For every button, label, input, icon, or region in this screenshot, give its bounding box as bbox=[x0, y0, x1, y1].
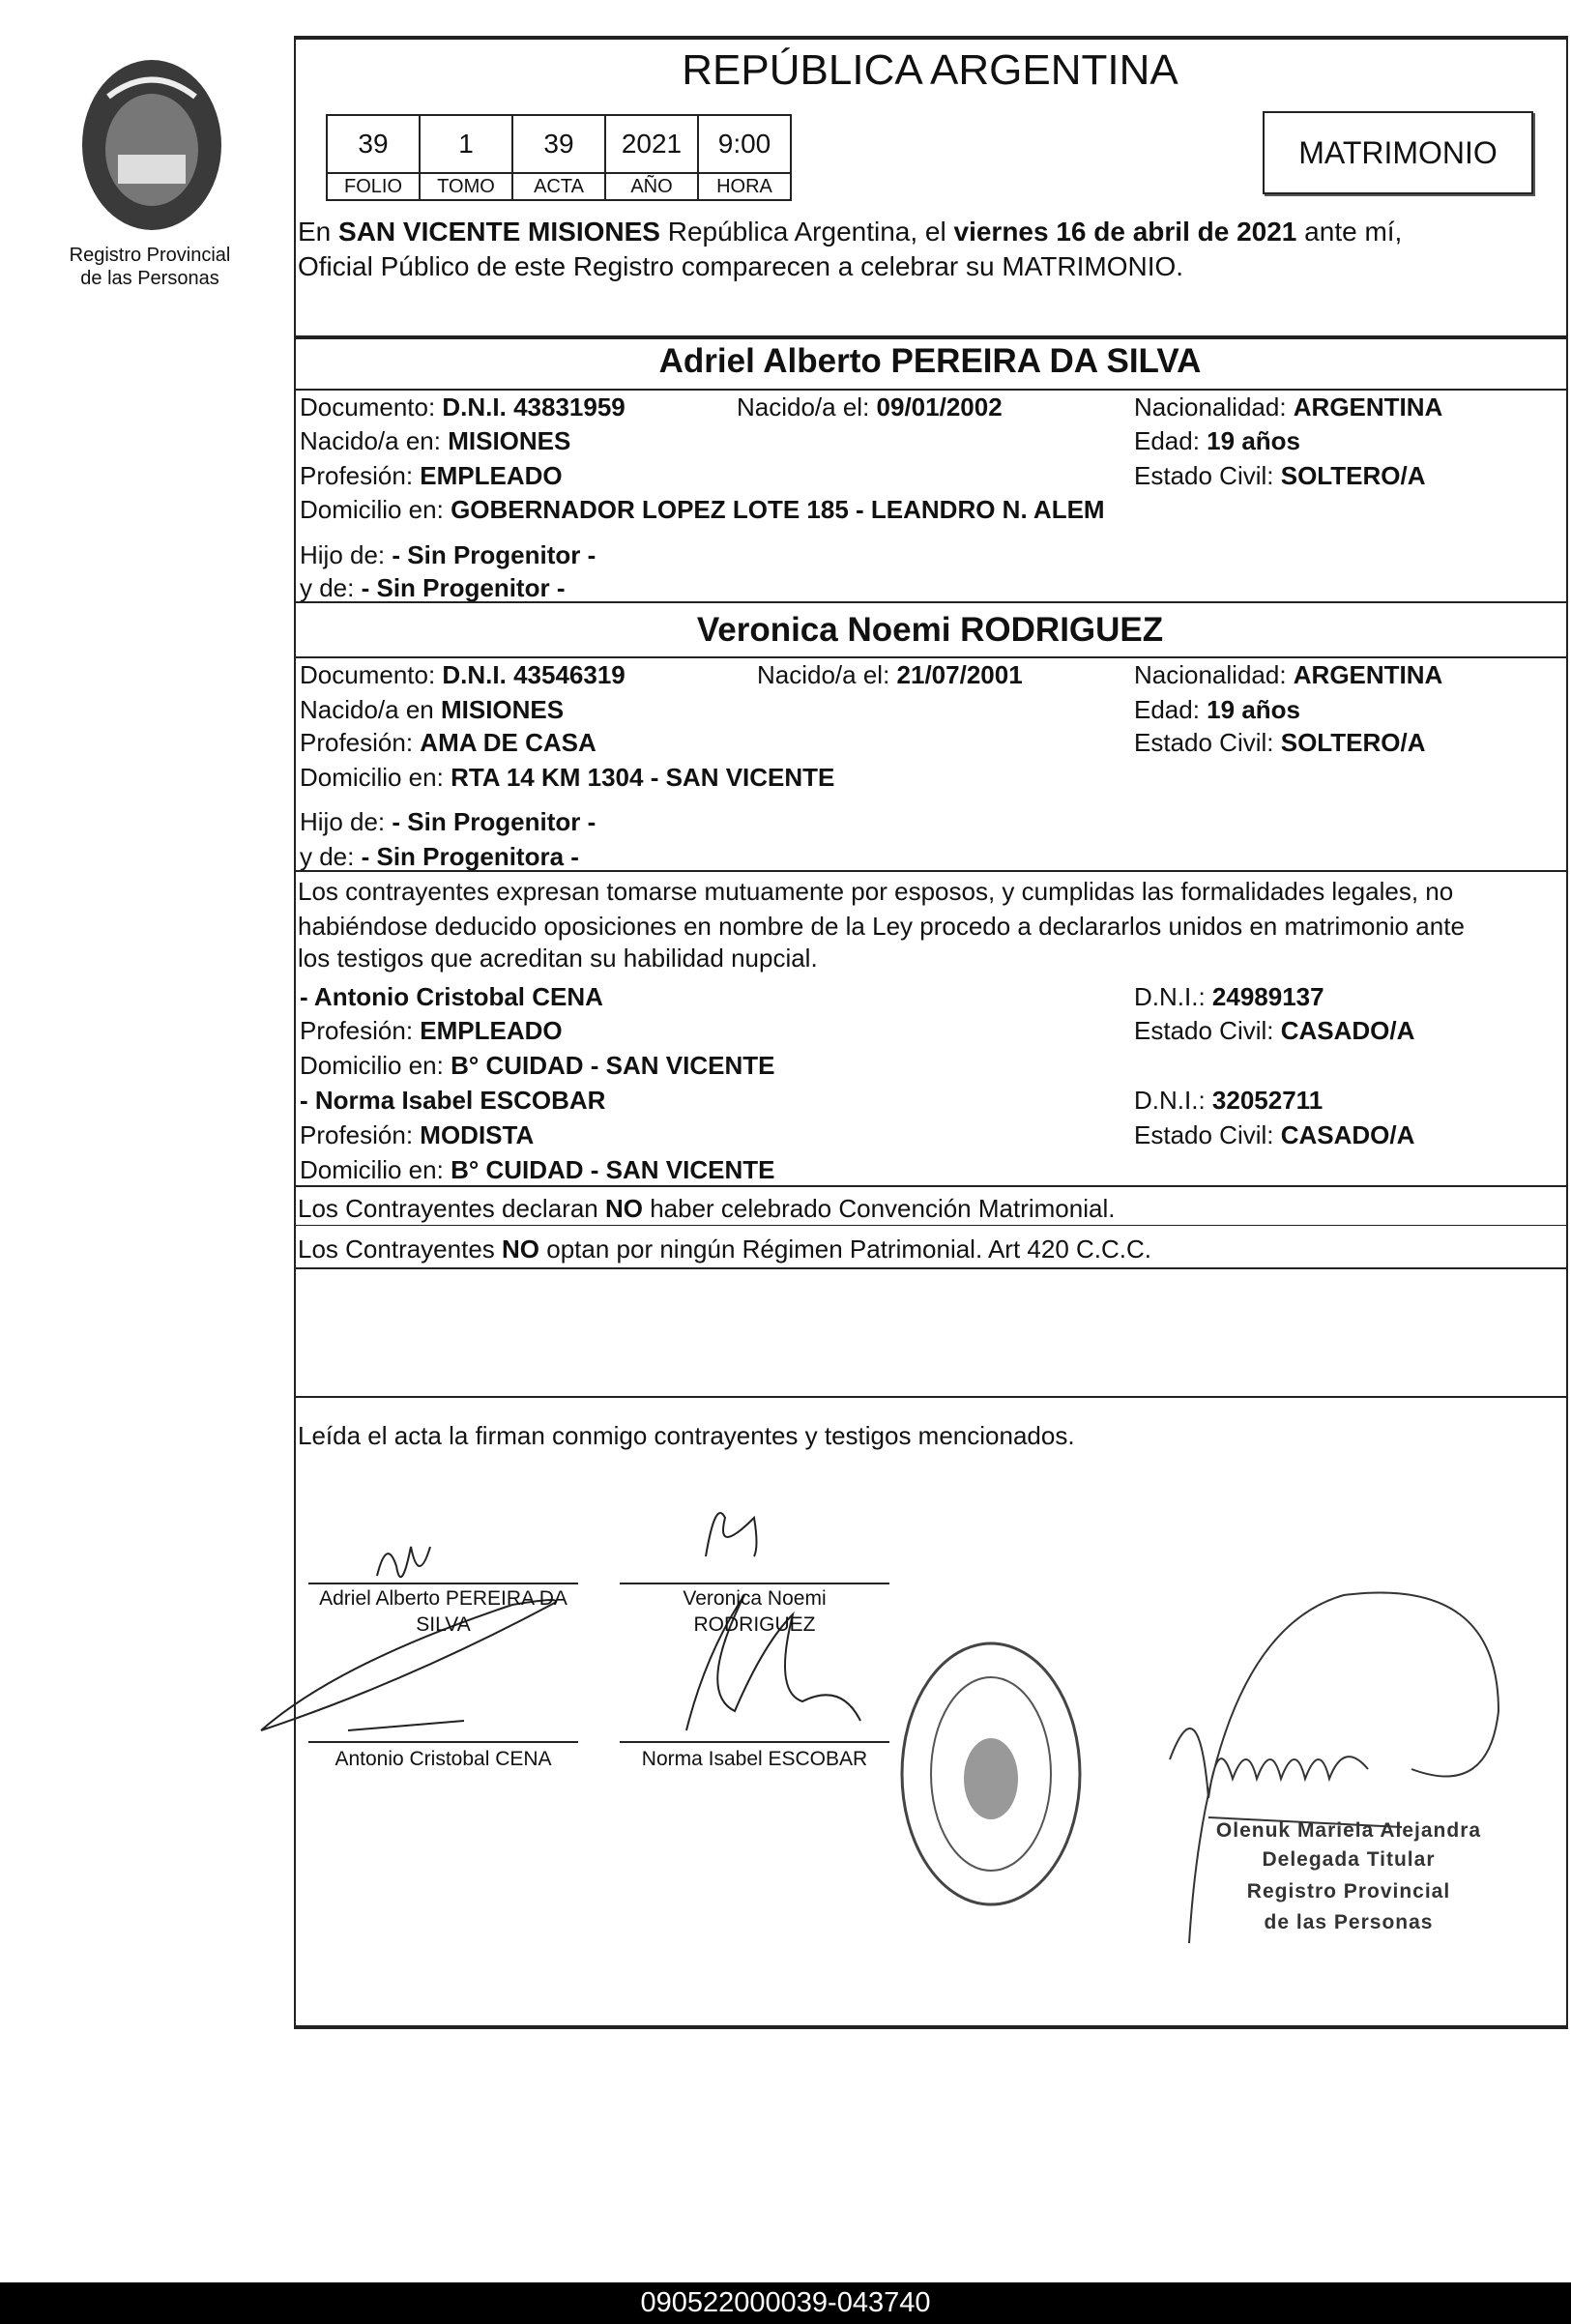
label: Estado Civil: bbox=[1134, 1120, 1281, 1149]
witness-1-civil-status bbox=[1134, 1016, 1414, 1046]
text: Los Contrayentes declaran bbox=[298, 1194, 605, 1223]
witness-1-address bbox=[300, 1051, 774, 1081]
official-title: Delegada Titular bbox=[1262, 1848, 1436, 1871]
label: Estado Civil: bbox=[1134, 1016, 1281, 1045]
closing-statement: Leída el acta la firman conmigo contrayentes y testigos mencionados. bbox=[298, 1421, 1075, 1450]
witness-2-address bbox=[300, 1155, 774, 1185]
signature-line bbox=[308, 1583, 578, 1584]
witness-2-civil-status bbox=[1134, 1120, 1414, 1150]
text: Veronica Noemi bbox=[683, 1587, 827, 1610]
place: SAN VICENTE MISIONES bbox=[338, 217, 660, 247]
spouse-2-birthdate bbox=[757, 660, 1023, 690]
text: RODRIGUEZ bbox=[693, 1613, 816, 1636]
label: Profesión: bbox=[300, 728, 421, 757]
label: Domicilio en: bbox=[300, 1051, 451, 1080]
spouse-1-nationality bbox=[1134, 392, 1442, 422]
label: Profesión: bbox=[300, 461, 421, 490]
value: EMPLEADO bbox=[420, 461, 563, 490]
spouse-1-name: Adriel Alberto PEREIRA DA SILVA bbox=[658, 342, 1202, 380]
value: RTA 14 KM 1304 - SAN VICENTE bbox=[451, 763, 835, 792]
label: Documento: bbox=[300, 392, 443, 421]
value: SOLTERO/A bbox=[1280, 728, 1426, 757]
registry-reference-table bbox=[326, 114, 792, 201]
label: Profesión: bbox=[300, 1016, 421, 1045]
value: B° CUIDAD - SAN VICENTE bbox=[451, 1155, 775, 1184]
official-name: Olenuk Mariela Alejandra bbox=[1215, 1819, 1482, 1842]
value: 09/01/2002 bbox=[876, 392, 1003, 421]
spouse-2-nationality bbox=[1134, 660, 1442, 690]
official-office: Registro Provincial bbox=[1246, 1880, 1451, 1903]
value: 21/07/2001 bbox=[896, 660, 1023, 689]
spouse-2-address bbox=[300, 763, 834, 793]
label: Hijo de: bbox=[300, 540, 393, 569]
divider bbox=[294, 1396, 1566, 1398]
signature-line bbox=[620, 1741, 889, 1743]
spouse-1-age bbox=[1134, 426, 1300, 456]
witness-1-dni bbox=[1134, 982, 1324, 1012]
spouse-1-profession bbox=[300, 461, 563, 491]
declaration-line: habiéndose deducido oposiciones en nombre de la Ley procedo a declararlos unidos en matrimonio ante bbox=[298, 912, 1465, 941]
text: NO bbox=[502, 1235, 540, 1264]
intro-line-1 bbox=[298, 217, 1402, 247]
label: Nacido/a en: bbox=[300, 426, 449, 455]
label: Edad: bbox=[1134, 695, 1207, 724]
spouse-2-profession bbox=[300, 728, 596, 758]
witness-1-name bbox=[300, 982, 603, 1012]
value: B° CUIDAD - SAN VICENTE bbox=[451, 1051, 775, 1080]
witness-2-name bbox=[300, 1086, 605, 1116]
label: D.N.I.: bbox=[1134, 1086, 1212, 1115]
witness-2-dni bbox=[1134, 1086, 1323, 1116]
hour-label: HORA bbox=[698, 173, 791, 200]
intro-line-2: Oficial Público de este Registro comparecen a celebrar su MATRIMONIO. bbox=[298, 251, 1184, 281]
signature-label-spouse-1 bbox=[299, 1585, 588, 1638]
spouse-1-document bbox=[300, 392, 625, 422]
divider bbox=[294, 656, 1566, 658]
regime-statement bbox=[298, 1235, 1151, 1264]
spouse-2-name: Veronica Noemi RODRIGUEZ bbox=[696, 611, 1164, 649]
spouse-2-father bbox=[300, 807, 596, 837]
spouse-1-address bbox=[300, 495, 1105, 525]
value: - Antonio Cristobal CENA bbox=[300, 982, 603, 1011]
divider bbox=[294, 1185, 1566, 1187]
signature-label-witness-1: Antonio Cristobal CENA bbox=[335, 1748, 552, 1770]
text: República Argentina, el bbox=[659, 217, 954, 247]
label: Nacido/a el: bbox=[737, 392, 877, 421]
label: Documento: bbox=[300, 660, 443, 689]
divider bbox=[294, 870, 1566, 872]
label: Domicilio en: bbox=[300, 495, 451, 524]
folio-value: 39 bbox=[327, 115, 420, 173]
label: y de: bbox=[300, 842, 362, 871]
acta-value: 39 bbox=[512, 115, 605, 173]
value: - Sin Progenitor - bbox=[392, 540, 596, 569]
value: - Sin Progenitora - bbox=[361, 842, 579, 871]
province-logo bbox=[70, 58, 234, 251]
divider bbox=[294, 389, 1566, 391]
document-type-box: MATRIMONIO bbox=[1263, 111, 1533, 194]
signature-label-witness-2: Norma Isabel ESCOBAR bbox=[641, 1748, 868, 1770]
value: - Norma Isabel ESCOBAR bbox=[300, 1086, 606, 1115]
text: Adriel Alberto PEREIRA DA bbox=[319, 1587, 567, 1610]
text: ante mí, bbox=[1296, 217, 1403, 247]
text: optan por ningún Régimen Patrimonial. Art 420 C.C.C. bbox=[539, 1235, 1152, 1264]
tomo-value: 1 bbox=[420, 115, 512, 173]
divider bbox=[294, 1225, 1566, 1226]
year-value: 2021 bbox=[605, 115, 698, 173]
label: Hijo de: bbox=[300, 807, 393, 836]
value: 24989137 bbox=[1211, 982, 1324, 1011]
label: Domicilio en: bbox=[300, 763, 451, 792]
signature-label-spouse-2 bbox=[610, 1585, 899, 1638]
label: Nacido/a el: bbox=[757, 660, 897, 689]
divider bbox=[294, 1267, 1566, 1269]
value: EMPLEADO bbox=[420, 1016, 563, 1045]
divider bbox=[294, 601, 1566, 603]
value: - Sin Progenitor - bbox=[392, 807, 596, 836]
value: CASADO/A bbox=[1280, 1120, 1415, 1149]
folio-label: FOLIO bbox=[327, 173, 420, 200]
spouse-1-civil-status bbox=[1134, 461, 1425, 491]
signature-line bbox=[308, 1741, 578, 1743]
witness-2-profession bbox=[300, 1120, 534, 1150]
spouse-2-birthplace bbox=[300, 695, 564, 725]
value: 32052711 bbox=[1211, 1086, 1324, 1115]
logo-caption-line: de las Personas bbox=[80, 268, 219, 289]
divider bbox=[294, 335, 1566, 339]
value: D.N.I. 43546319 bbox=[442, 660, 625, 689]
label: Nacionalidad: bbox=[1134, 660, 1294, 689]
text: SILVA bbox=[416, 1613, 471, 1636]
text: En bbox=[298, 217, 339, 247]
value: MODISTA bbox=[420, 1120, 535, 1149]
value: AMA DE CASA bbox=[420, 728, 596, 757]
signature-line bbox=[620, 1583, 889, 1584]
label: Domicilio en: bbox=[300, 1155, 451, 1184]
declaration-line: los testigos que acreditan su habilidad nupcial. bbox=[298, 944, 818, 973]
value: MISIONES bbox=[440, 695, 565, 724]
label: Estado Civil: bbox=[1134, 461, 1281, 490]
declaration-line: Los contrayentes expresan tomarse mutuamente por esposos, y cumplidas las formalidades legales, no bbox=[298, 877, 1454, 906]
value: ARGENTINA bbox=[1293, 660, 1443, 689]
spouse-1-mother bbox=[300, 573, 565, 603]
label: Profesión: bbox=[300, 1120, 421, 1149]
text: NO bbox=[604, 1194, 643, 1223]
spouse-2-mother bbox=[300, 842, 579, 872]
value: MISIONES bbox=[448, 426, 571, 455]
value: 19 años bbox=[1207, 695, 1300, 724]
document-id-footer: 090522000039-043740 bbox=[0, 2282, 1571, 2324]
text: haber celebrado Convención Matrimonial. bbox=[642, 1194, 1116, 1223]
official-office: de las Personas bbox=[1264, 1911, 1434, 1933]
value: ARGENTINA bbox=[1293, 392, 1443, 421]
spouse-1-father bbox=[300, 540, 596, 570]
convention-statement bbox=[298, 1194, 1115, 1224]
witness-1-profession bbox=[300, 1016, 563, 1046]
label: D.N.I.: bbox=[1134, 982, 1212, 1011]
date: viernes 16 de abril de 2021 bbox=[953, 217, 1297, 247]
label: Nacionalidad: bbox=[1134, 392, 1294, 421]
value: CASADO/A bbox=[1280, 1016, 1415, 1045]
label: Estado Civil: bbox=[1134, 728, 1281, 757]
acta-label: ACTA bbox=[512, 173, 605, 200]
spouse-1-birthplace bbox=[300, 426, 570, 456]
country-title: REPÚBLICA ARGENTINA bbox=[682, 46, 1178, 94]
hour-value: 9:00 bbox=[698, 115, 791, 173]
label: Edad: bbox=[1134, 426, 1207, 455]
spouse-2-civil-status bbox=[1134, 728, 1425, 758]
spouse-2-age bbox=[1134, 695, 1300, 725]
tomo-label: TOMO bbox=[420, 173, 512, 200]
value: - Sin Progenitor - bbox=[361, 573, 566, 602]
year-label: AÑO bbox=[605, 173, 698, 200]
value: SOLTERO/A bbox=[1280, 461, 1426, 490]
value: 19 años bbox=[1207, 426, 1300, 455]
logo-caption bbox=[58, 244, 242, 290]
value: D.N.I. 43831959 bbox=[442, 392, 625, 421]
label: y de: bbox=[300, 573, 362, 602]
spouse-2-document bbox=[300, 660, 625, 690]
label: Nacido/a en bbox=[300, 695, 441, 724]
official-seal bbox=[894, 1634, 1088, 1914]
spouse-1-birthdate bbox=[737, 392, 1003, 422]
text: Los Contrayentes bbox=[298, 1235, 503, 1264]
logo-caption-line: Registro Provincial bbox=[69, 245, 231, 266]
value: GOBERNADOR LOPEZ LOTE 185 - LEANDRO N. ALEM bbox=[451, 495, 1105, 524]
